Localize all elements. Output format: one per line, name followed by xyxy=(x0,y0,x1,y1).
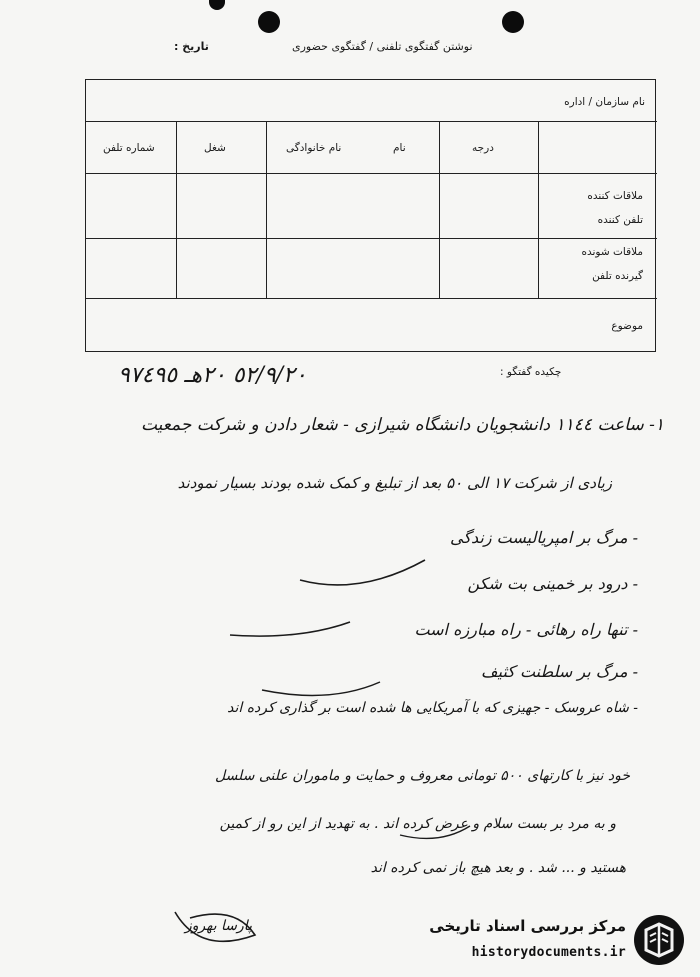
underline-stroke xyxy=(230,622,350,636)
watermark-url: historydocuments.ir xyxy=(471,945,626,960)
handwritten-line-4: - درود بر خمینی بت شکن xyxy=(467,574,638,593)
signature: پارسا بهروز xyxy=(185,918,252,934)
table-rule xyxy=(86,121,657,122)
reference-number: ٥٢/٩/٢٠ ٢٠هـ ٩٧٤٩٥ xyxy=(118,363,307,388)
table-rule xyxy=(86,238,657,239)
underline-stroke xyxy=(262,682,380,695)
handwritten-line-7: - شاه عروسک - جهیزی که با آمریکایی ها شده است بر گذاری کرده اند xyxy=(227,700,638,716)
handwritten-line-5: - تنها راه رهائی - راه مبارزه است xyxy=(414,620,638,639)
row-subject: موضوع xyxy=(611,320,643,332)
date-label: تاریخ : xyxy=(174,40,209,53)
col-job: شغل xyxy=(204,142,226,154)
row-receiver: گیرنده تلفن xyxy=(592,270,643,282)
handwritten-line-3: - مرگ بر امپریالیست زندگی xyxy=(450,528,638,547)
table-rule xyxy=(86,298,657,299)
archive-watermark xyxy=(411,911,686,969)
table-rule xyxy=(266,121,267,298)
row-visitor: ملاقات کننده xyxy=(587,190,643,202)
col-phone: شماره تلفن xyxy=(103,142,155,154)
form-type-title: نوشتن گفتگوی تلفنی / گفتگوی حضوری xyxy=(292,40,473,53)
handwritten-line-9: و به مرد بر بست سلام و عرض کرده اند . به تهدید از این رو از کمین xyxy=(219,816,616,832)
watermark-title: مرکز بررسی اسناد تاریخی xyxy=(429,917,626,935)
punch-hole-left xyxy=(258,11,280,33)
table-rule xyxy=(538,121,539,298)
summary-label: چکیده گفتگو : xyxy=(500,366,562,378)
table-rule xyxy=(86,173,657,174)
handwritten-line-2: زیادی از شرکت ۱۷ الی ۵۰ بعد از تبلیغ و کمک شده بودند بسیار نمودند xyxy=(177,474,612,492)
row-caller: تلفن کننده xyxy=(597,214,643,226)
handwritten-line-10: هستید و ... شد . و بعد هیچ باز نمی کرده اند xyxy=(370,860,626,876)
punch-hole-top xyxy=(209,0,225,10)
org-label: نام سازمان / اداره xyxy=(564,96,645,108)
underline-stroke xyxy=(300,560,425,585)
row-visited: ملاقات شونده xyxy=(581,246,643,258)
form-table xyxy=(85,79,656,352)
table-rule xyxy=(176,121,177,298)
handwritten-line-8: خود نیز با کارتهای ۵۰۰ تومانی معروف و حمایت و ماموران علنی سلسل xyxy=(214,768,630,784)
col-last-name: نام خانوادگی xyxy=(286,142,342,154)
col-first-name: نام xyxy=(393,142,406,154)
table-rule xyxy=(439,121,440,298)
col-rank: درجه xyxy=(472,142,494,154)
archive-logo-icon xyxy=(632,913,686,967)
punch-hole-right xyxy=(502,11,524,33)
handwritten-line-6: - مرگ بر سلطنت کثیف xyxy=(481,662,638,681)
handwritten-line-1: ١- ساعت ١١٤٤ دانشجویان دانشگاه شیرازی - شعار دادن و شرکت جمعیت xyxy=(140,415,664,435)
